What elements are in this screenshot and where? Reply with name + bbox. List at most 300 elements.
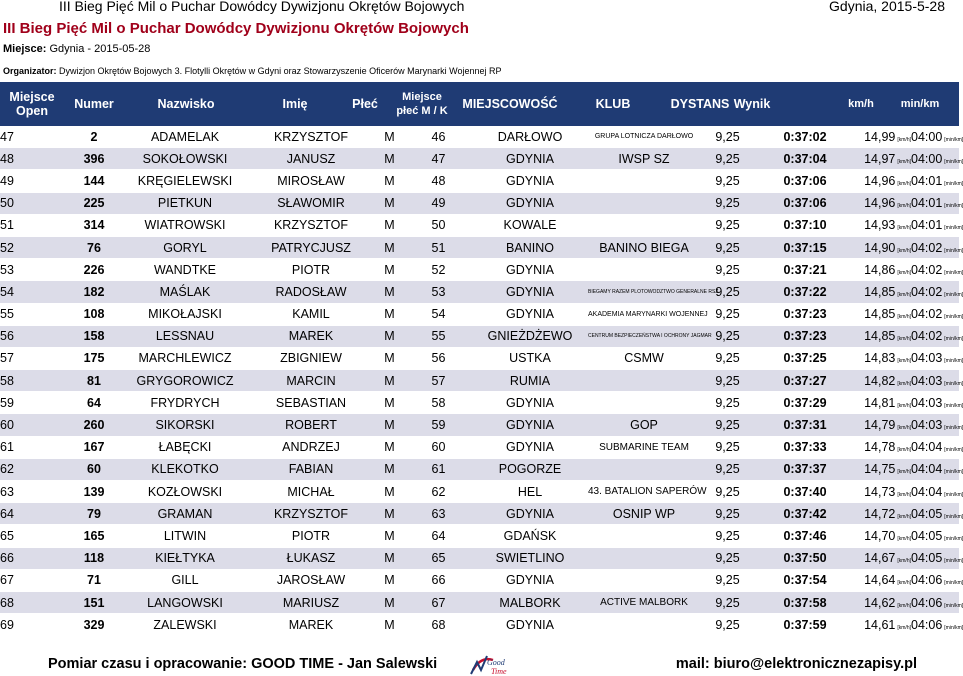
cell-distance-value: 9,25 [715,506,740,521]
unit-kmh: [km/h] [897,402,911,409]
cell-place-open [0,236,66,258]
cell-place-gender-value: 46 [431,129,446,144]
cell-distance-value: 9,25 [715,573,740,588]
cell-place-open [0,614,66,636]
cell-surname [122,481,248,503]
cell-name [248,614,374,636]
unit-kmh: [km/h] [897,558,911,565]
unit-pace: [min/km] [944,247,963,254]
cell-kmh-value: 14,61 [864,617,896,632]
cell-town-value: GDYNIA [506,440,554,455]
unit-kmh: [km/h] [897,469,911,476]
cell-name [248,525,374,547]
cell-pace [911,170,963,192]
cell-kmh [855,503,911,525]
cell-distance [700,214,755,236]
cell-kmh [855,414,911,436]
cell-place-gender [405,458,472,480]
cell-gender-value: M [384,418,395,433]
table-row [0,148,959,170]
cell-surname [122,414,248,436]
cell-town-value: GNIEŻDŻEWO [487,329,573,344]
place-value: Gdynia - 2015-05-28 [49,43,151,55]
cell-gender [374,591,405,613]
cell-pace [911,214,963,236]
cell-number [66,547,122,569]
cell-number-value: 79 [87,506,101,521]
cell-name [248,192,374,214]
cell-name [248,569,374,591]
cell-result [755,481,855,503]
cell-gender [374,392,405,414]
cell-name [248,458,374,480]
cell-town-value: GDYNIA [506,307,554,322]
cell-place-open [0,481,66,503]
cell-surname [122,259,248,281]
cell-pace-value: 04:03 [911,418,943,433]
cell-pace-value: 04:04 [911,462,943,477]
unit-kmh: [km/h] [897,225,911,232]
cell-name-value: MIROSŁAW [277,173,345,188]
cell-kmh [855,192,911,214]
cell-pace [911,347,963,369]
table-row [0,481,959,503]
cell-gender-value: M [384,617,395,632]
cell-kmh [855,525,911,547]
cell-surname [122,148,248,170]
cell-kmh-value: 14,62 [864,595,896,610]
cell-name-value: KRZYSZTOF [273,129,349,144]
cell-name [248,126,374,148]
cell-place-gender [405,547,472,569]
cell-kmh [855,214,911,236]
cell-town [472,503,588,525]
cell-town [472,414,588,436]
cell-result-value: 0:37:58 [783,595,827,610]
cell-distance-value: 9,25 [715,440,740,455]
cell-gender [374,236,405,258]
cell-place-gender [405,503,472,525]
cell-surname-value: GRAMAN [157,506,213,521]
header-surname: Nazwisko [157,97,215,111]
cell-town [472,126,588,148]
cell-number-value: 118 [83,551,105,566]
cell-club [588,569,700,591]
unit-kmh: [km/h] [897,336,911,343]
cell-distance [700,547,755,569]
cell-pace-value: 04:05 [911,551,943,566]
cell-gender-value: M [384,573,395,588]
cell-result-value: 0:37:27 [783,373,827,388]
cell-result-value: 0:37:59 [783,617,827,632]
cell-club [588,259,700,281]
cell-name-value: MAREK [288,617,334,632]
unit-pace: [min/km] [944,158,963,165]
cell-club [588,525,700,547]
cell-town-value: GDYNIA [506,617,554,632]
cell-name [248,591,374,613]
cell-pace [911,392,963,414]
cell-distance [700,170,755,192]
cell-number-value: 144 [83,173,105,188]
cell-distance-value: 9,25 [715,129,740,144]
cell-kmh-value: 14,73 [864,484,896,499]
cell-place-gender [405,392,472,414]
cell-result-value: 0:37:54 [783,573,827,588]
cell-town-value: HEL [517,484,543,499]
unit-kmh: [km/h] [897,624,911,631]
cell-gender-value: M [384,173,395,188]
cell-surname-value: SOKOŁOWSKI [142,151,228,166]
cell-result-value: 0:37:23 [783,307,827,322]
cell-town [472,591,588,613]
results-table-body [0,126,963,636]
unit-pace: [min/km] [944,491,963,498]
cell-distance-value: 9,25 [715,551,740,566]
unit-pace: [min/km] [944,336,963,343]
table-row [0,525,959,547]
table-row [0,303,959,325]
cell-pace [911,614,963,636]
cell-gender-value: M [384,484,395,499]
cell-place-gender [405,192,472,214]
good-time-logo-icon [467,654,513,676]
cell-gender [374,569,405,591]
cell-pace-value: 04:02 [911,307,943,322]
unit-kmh: [km/h] [897,535,911,542]
cell-pace-value: 04:05 [911,528,943,543]
cell-gender-value: M [384,506,395,521]
cell-name [248,481,374,503]
cell-town [472,259,588,281]
cell-gender [374,525,405,547]
cell-place-gender-value: 56 [431,351,446,366]
cell-place-gender-value: 65 [431,551,446,566]
cell-town-value: GDYNIA [506,418,554,433]
cell-place-gender-value: 57 [431,373,446,388]
cell-town-value: RUMIA [509,373,551,388]
cell-place-open-value: 69 [0,617,14,632]
event-place [3,43,150,55]
cell-number-value: 396 [83,151,105,166]
cell-kmh [855,370,911,392]
cell-town-value: GDYNIA [506,262,554,277]
unit-pace: [min/km] [944,225,963,232]
cell-name-value: FABIAN [288,462,334,477]
cell-gender [374,614,405,636]
cell-result-value: 0:37:31 [783,418,827,433]
cell-pace-value: 04:02 [911,329,943,344]
cell-number [66,614,122,636]
header-result: Wynik [733,97,771,111]
cell-distance [700,525,755,547]
cell-number-value: 314 [83,218,105,233]
cell-place-gender [405,126,472,148]
cell-place-open [0,281,66,303]
cell-distance-value: 9,25 [715,484,740,499]
event-organizer [3,66,502,76]
cell-name-value: RADOSŁAW [275,284,347,299]
cell-kmh-value: 14,93 [864,218,896,233]
cell-club [588,614,700,636]
cell-place-gender [405,614,472,636]
cell-result [755,281,855,303]
cell-pace-value: 04:03 [911,373,943,388]
cell-number [66,347,122,369]
cell-club [588,192,700,214]
cell-town [472,547,588,569]
header-number: Numer [74,97,114,111]
cell-result-value: 0:37:21 [783,262,827,277]
results-table-header [0,82,959,126]
cell-town-value: GDYNIA [506,284,554,299]
cell-distance [700,503,755,525]
cell-result [755,126,855,148]
table-row [0,170,959,192]
cell-name-value: SŁAWOMIR [277,196,345,211]
cell-result-value: 0:37:50 [783,551,827,566]
cell-kmh-value: 14,75 [864,462,896,477]
cell-club [588,392,700,414]
cell-surname [122,436,248,458]
cell-number [66,170,122,192]
cell-result-value: 0:37:15 [783,240,827,255]
cell-result [755,325,855,347]
organizer-value: Dywizjon Okrętów Bojowych 3. Flotylli Okrętów w Gdyni oraz Stowarzyszenie Oficerów Marynarki Wojennej RP [59,66,502,76]
cell-distance-value: 9,25 [715,595,740,610]
cell-distance-value: 9,25 [715,262,740,277]
cell-place-gender-value: 66 [431,573,446,588]
cell-gender-value: M [384,129,395,144]
cell-number-value: 108 [83,307,105,322]
cell-name [248,347,374,369]
cell-pace-value: 04:04 [911,484,943,499]
unit-kmh: [km/h] [897,425,911,432]
cell-number-value: 182 [83,284,105,299]
cell-surname [122,347,248,369]
cell-distance [700,192,755,214]
cell-surname [122,370,248,392]
cell-number [66,392,122,414]
cell-distance-value: 9,25 [715,351,740,366]
unit-kmh: [km/h] [897,180,911,187]
cell-distance [700,481,755,503]
cell-name-value: PIOTR [291,528,331,543]
cell-distance [700,392,755,414]
cell-kmh [855,458,911,480]
cell-result [755,547,855,569]
cell-gender-value: M [384,595,395,610]
cell-place-gender [405,481,472,503]
top-bar [0,0,959,14]
cell-surname-value: GILL [171,573,199,588]
cell-number-value: 158 [83,329,105,344]
top-bar-date: Gdynia, 2015-5-28 [829,0,945,14]
cell-kmh-value: 14,64 [864,573,896,588]
cell-place-open [0,569,66,591]
header-place-gender: Miejsce płeć M / K [396,91,448,117]
cell-number-value: 165 [83,528,105,543]
cell-number-value: 139 [83,484,105,499]
cell-club-value: IWSP SZ [618,151,670,166]
cell-place-open-value: 64 [0,506,14,521]
cell-kmh-value: 14,85 [864,329,896,344]
cell-town [472,281,588,303]
cell-gender [374,281,405,303]
cell-name [248,148,374,170]
cell-surname-value: ADAMELAK [150,129,220,144]
cell-result-value: 0:37:10 [783,218,827,233]
unit-kmh: [km/h] [897,203,911,210]
header-gender: Płeć [352,97,378,111]
cell-distance-value: 9,25 [715,196,740,211]
cell-name [248,547,374,569]
cell-surname [122,170,248,192]
cell-surname [122,503,248,525]
header-club: KLUB [595,97,631,111]
svg-text:Good: Good [487,658,505,667]
cell-gender-value: M [384,262,395,277]
cell-number-value: 76 [87,240,101,255]
cell-kmh-value: 14,96 [864,196,896,211]
cell-gender [374,170,405,192]
unit-pace: [min/km] [944,447,963,454]
cell-distance-value: 9,25 [715,173,740,188]
cell-kmh-value: 14,82 [864,373,896,388]
cell-number-value: 260 [83,418,105,433]
cell-number-value: 71 [87,573,101,588]
cell-result [755,214,855,236]
cell-kmh [855,591,911,613]
cell-number [66,126,122,148]
cell-distance-value: 9,25 [715,373,740,388]
cell-number [66,503,122,525]
cell-club [588,436,700,458]
cell-surname-value: GORYL [163,240,207,255]
cell-place-open-value: 47 [0,129,14,144]
cell-pace-value: 04:01 [911,196,943,211]
unit-pace: [min/km] [944,624,963,631]
cell-town-value: GDAŃSK [503,528,557,543]
cell-gender [374,436,405,458]
cell-town-value: SWIETLINO [495,551,565,566]
cell-club [588,281,719,303]
cell-name-value: MARIUSZ [282,595,340,610]
cell-place-gender-value: 48 [431,173,446,188]
cell-result-value: 0:37:02 [783,129,827,144]
header-pace: min/km [900,98,940,110]
cell-place-open-value: 59 [0,395,14,410]
cell-place-gender-value: 54 [431,307,446,322]
cell-pace [911,481,963,503]
cell-surname-value: GRYGOROWICZ [136,373,234,388]
unit-kmh: [km/h] [897,136,911,143]
cell-distance-value: 9,25 [715,151,740,166]
cell-result-value: 0:37:06 [783,196,827,211]
top-bar-event-name: III Bieg Pięć Mil o Puchar Dowódcy Dywizjonu Okrętów Bojowych [59,0,465,14]
cell-result-value: 0:37:23 [783,329,827,344]
cell-surname-value: MARCHLEWICZ [138,351,232,366]
cell-gender-value: M [384,440,395,455]
cell-place-open-value: 51 [0,218,14,233]
cell-town-value: GDYNIA [506,173,554,188]
cell-place-gender-value: 51 [431,240,446,255]
cell-name-value: JANUSZ [286,151,336,166]
cell-name [248,325,374,347]
cell-place-gender-value: 60 [431,440,446,455]
cell-place-gender-value: 62 [431,484,446,499]
cell-name [248,414,374,436]
cell-surname [122,281,248,303]
cell-place-gender [405,591,472,613]
cell-place-gender-value: 50 [431,218,446,233]
unit-pace: [min/km] [944,602,963,609]
cell-distance [700,236,755,258]
unit-pace: [min/km] [944,358,963,365]
cell-gender [374,148,405,170]
cell-surname [122,525,248,547]
cell-town [472,481,588,503]
cell-name-value: SEBASTIAN [275,395,347,410]
table-row [0,236,959,258]
cell-result [755,525,855,547]
cell-place-gender [405,214,472,236]
cell-club-value: ACTIVE MALBORK [600,597,688,609]
cell-place-open [0,170,66,192]
cell-result-value: 0:37:29 [783,395,827,410]
header-kmh: km/h [848,98,874,110]
cell-place-open-value: 54 [0,284,14,299]
cell-town [472,347,588,369]
cell-place-open-value: 67 [0,573,14,588]
table-row [0,214,959,236]
svg-text:Time: Time [491,667,507,676]
cell-distance [700,303,755,325]
header-town: MIEJSCOWOŚĆ [462,97,558,111]
unit-pace: [min/km] [944,402,963,409]
cell-surname [122,591,248,613]
cell-surname-value: WIATROWSKI [144,218,226,233]
cell-club-value: 43. BATALION SAPERÓW [588,486,707,498]
cell-club-value: AKADEMIA MARYNARKI WOJENNEJ [588,310,708,318]
cell-town-value: GDYNIA [506,196,554,211]
cell-place-gender-value: 59 [431,418,446,433]
cell-town [472,214,588,236]
cell-place-open-value: 66 [0,551,14,566]
cell-number-value: 64 [87,395,101,410]
cell-result-value: 0:37:06 [783,173,827,188]
cell-kmh [855,126,911,148]
cell-kmh [855,170,911,192]
cell-place-open [0,392,66,414]
unit-kmh: [km/h] [897,602,911,609]
header-place-open: Miejsce Open [9,90,55,118]
cell-place-open [0,214,66,236]
cell-town [472,192,588,214]
cell-distance [700,414,755,436]
cell-kmh-value: 14,85 [864,307,896,322]
unit-pace: [min/km] [944,314,963,321]
cell-number [66,192,122,214]
cell-distance-value: 9,25 [715,284,740,299]
cell-surname [122,458,248,480]
cell-surname-value: ZALEWSKI [153,617,217,632]
cell-kmh [855,259,911,281]
cell-number [66,414,122,436]
cell-number-value: 167 [83,440,105,455]
table-row [0,547,959,569]
cell-place-gender [405,414,472,436]
